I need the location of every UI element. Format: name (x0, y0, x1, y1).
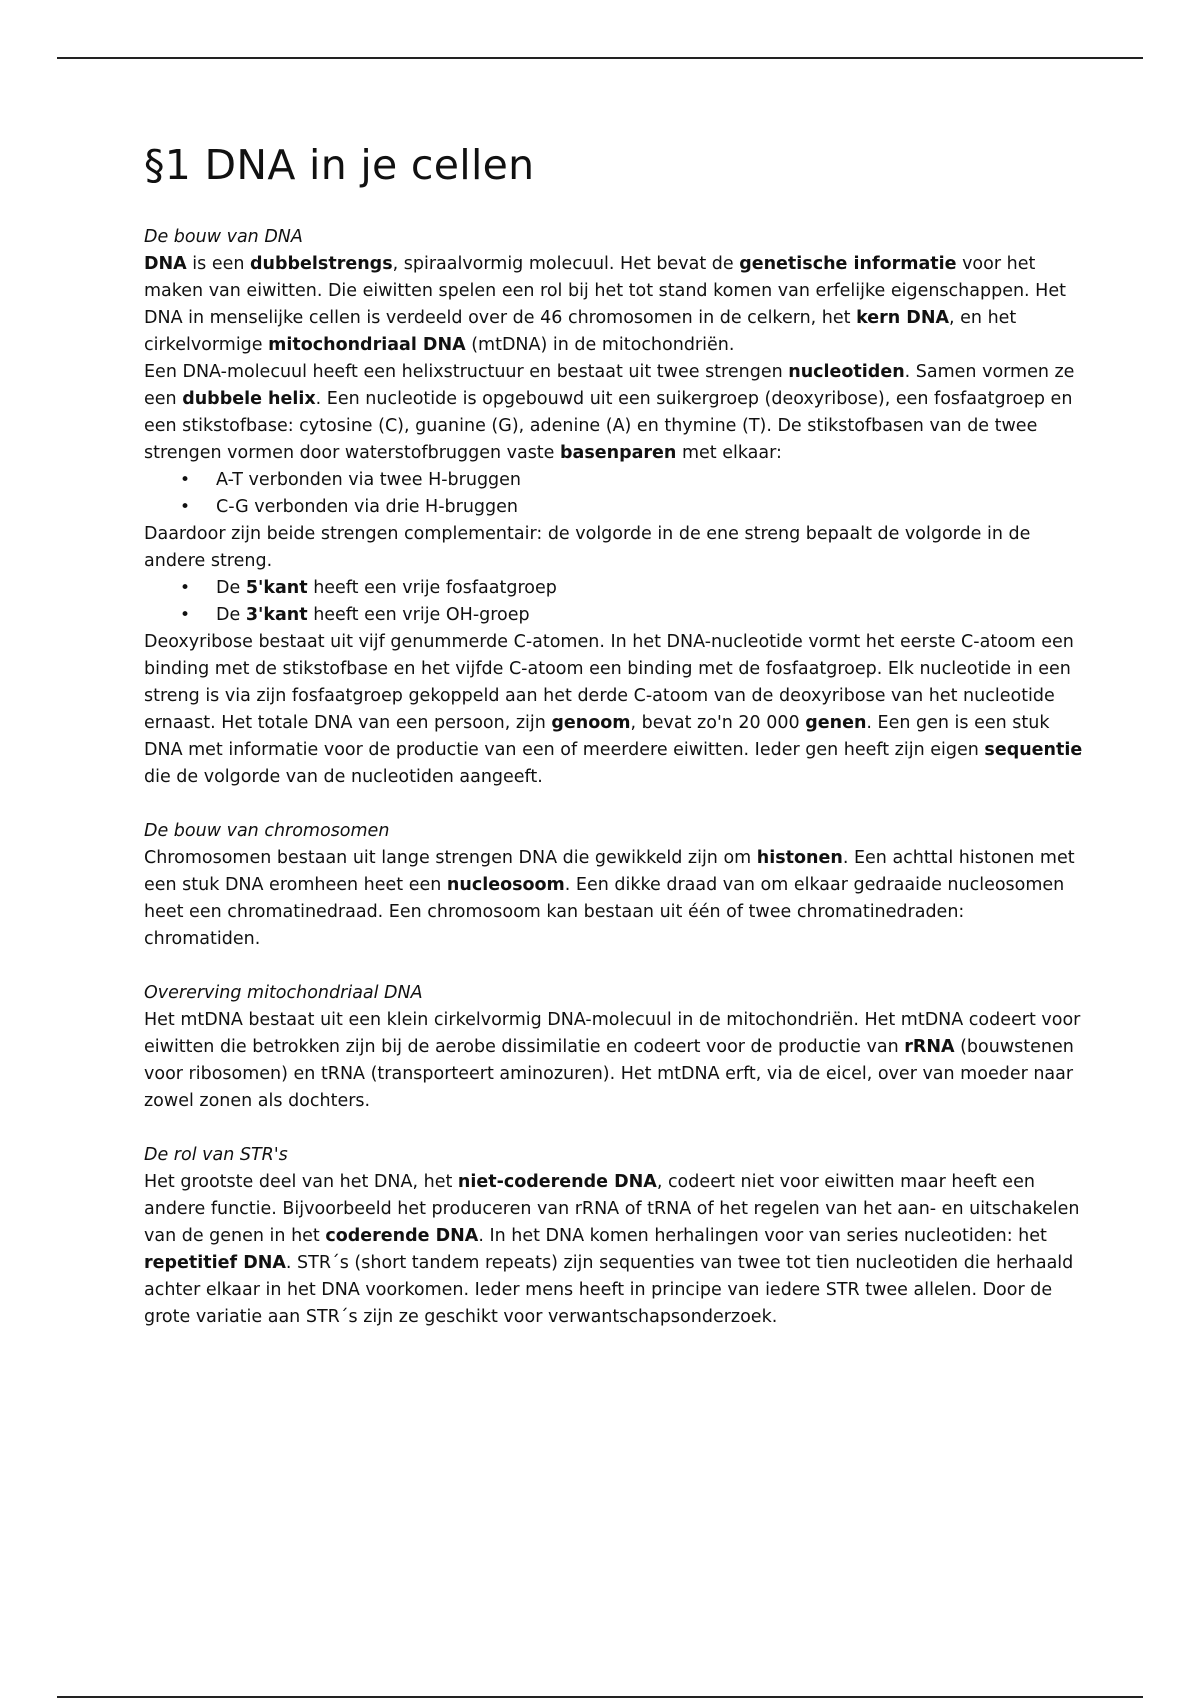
list-item: • De 3'kant heeft een vrije OH-groep (216, 602, 1084, 629)
section-chromosome-structure (144, 818, 1084, 953)
bold-term: 5'kant (245, 578, 308, 598)
page-title: §1 DNA in je cellen (144, 141, 535, 189)
bold-term: sequentie (984, 740, 1083, 760)
bold-term: histonen (756, 848, 843, 868)
footer-rule (57, 1696, 1143, 1698)
strand-end-list (144, 575, 1084, 629)
bold-term: DNA (144, 254, 187, 274)
bold-term: repetitief DNA (144, 1253, 286, 1273)
list-item: • A-T verbonden via twee H-bruggen (216, 467, 1084, 494)
section-heading: Overerving mitochondriaal DNA (144, 983, 423, 1003)
section-heading: De bouw van chromosomen (144, 821, 390, 841)
bold-term: niet-coderende DNA (457, 1172, 657, 1192)
bold-term: genen (805, 713, 867, 733)
bold-term: rRNA (904, 1037, 955, 1057)
bold-term: dubbelstrengs (250, 254, 393, 274)
list-item: • De 5'kant heeft een vrije fosfaatgroep (216, 575, 1084, 602)
bold-term: genetische informatie (739, 254, 957, 274)
paragraph: Chromosomen bestaan uit lange strengen DNA die gewikkeld zijn om histonen. Een achttal histonen met een stuk DNA eromheen heet een nucleosoom. Een dikke draad van om elkaar gedraaide nucleosomen heet een chromatinedraad. Een chromosoom kan bestaan uit één of twee chromatinedraden: chromatiden. (144, 848, 1075, 949)
paragraph: Het mtDNA bestaat uit een klein cirkelvormig DNA-molecuul in de mitochondriën. Het mtDNA codeert voor eiwitten die betrokken zijn bij de aerobe dissimilatie en codeert voor de productie van rRNA (bouwstenen voor ribosomen) en tRNA (transporteert aminozuren). Het mtDNA erft, via de eicel, over van moeder naar zowel zonen als dochters. (144, 1010, 1081, 1111)
section-str-role (144, 1142, 1084, 1331)
header-rule (57, 57, 1143, 59)
section-heading: De bouw van DNA (144, 227, 303, 247)
paragraph: Deoxyribose bestaat uit vijf genummerde C-atomen. In het DNA-nucleotide vormt het eerste C-atoom een binding met de stikstofbase en het vijfde C-atoom een binding met de fosfaatgroep. Elk nucleotide in een streng is via zijn fosfaatgroep gekoppeld aan het derde C-atoom van de deoxyribose van het nucleotide ernaast. Het totale DNA van een persoon, zijn genoom, bevat zo'n 20 000 genen. Een gen is een stuk DNA met informatie voor de productie van een of meerdere eiwitten. Ieder gen heeft zijn eigen sequentie die de volgorde van de nucleotiden aangeeft. (144, 632, 1083, 787)
document-body (144, 136, 1084, 1331)
section-dna-structure (144, 224, 1084, 791)
section-mtdna-inheritance (144, 980, 1084, 1115)
base-pair-list (144, 467, 1084, 521)
bold-term: genoom (551, 713, 631, 733)
bold-term: mitochondriaal DNA (268, 335, 466, 355)
list-item: • C-G verbonden via drie H-bruggen (216, 494, 1084, 521)
section-heading: De rol van STR's (144, 1145, 288, 1165)
paragraph: Het grootste deel van het DNA, het niet-coderende DNA, codeert niet voor eiwitten maar heeft een andere functie. Bijvoorbeeld het produceren van rRNA of tRNA of het regelen van het aan- en uitschakelen van de genen in het coderende DNA. In het DNA komen herhalingen voor van series nucleotiden: het repetitief DNA. STR´s (short tandem repeats) zijn sequenties van twee tot tien nucleotiden die herhaald achter elkaar in het DNA voorkomen. Ieder mens heeft in principe van iedere STR twee allelen. Door de grote variatie aan STR´s zijn ze geschikt voor verwantschapsonderzoek. (144, 1172, 1080, 1327)
bold-term: 3'kant (245, 605, 308, 625)
bold-term: kern DNA (856, 308, 950, 328)
paragraph: Een DNA-molecuul heeft een helixstructuur en bestaat uit twee strengen nucleotiden. Samen vormen ze een dubbele helix. Een nucleotide is opgebouwd uit een suikergroep (deoxyribose), een fosfaatgroep en een stikstofbase: cytosine (C), guanine (G), adenine (A) en thymine (T). De stikstofbasen van de twee strengen vormen door waterstofbruggen vaste basenparen met elkaar: (144, 362, 1075, 463)
bold-term: dubbele helix (182, 389, 316, 409)
bold-term: coderende DNA (325, 1226, 479, 1246)
paragraph: DNA is een dubbelstrengs, spiraalvormig molecuul. Het bevat de genetische informatie voor het maken van eiwitten. Die eiwitten spelen een rol bij het tot stand komen van erfelijke eigenschappen. Het DNA in menselijke cellen is verdeeld over de 46 chromosomen in de celkern, het kern DNA, en het cirkelvormige mitochondriaal DNA (mtDNA) in de mitochondriën. (144, 254, 1066, 355)
bold-term: basenparen (560, 443, 677, 463)
bold-term: nucleotiden (788, 362, 905, 382)
paragraph: Daardoor zijn beide strengen complementair: de volgorde in de ene streng bepaalt de volgorde in de andere streng. (144, 524, 1031, 571)
bold-term: nucleosoom (446, 875, 565, 895)
